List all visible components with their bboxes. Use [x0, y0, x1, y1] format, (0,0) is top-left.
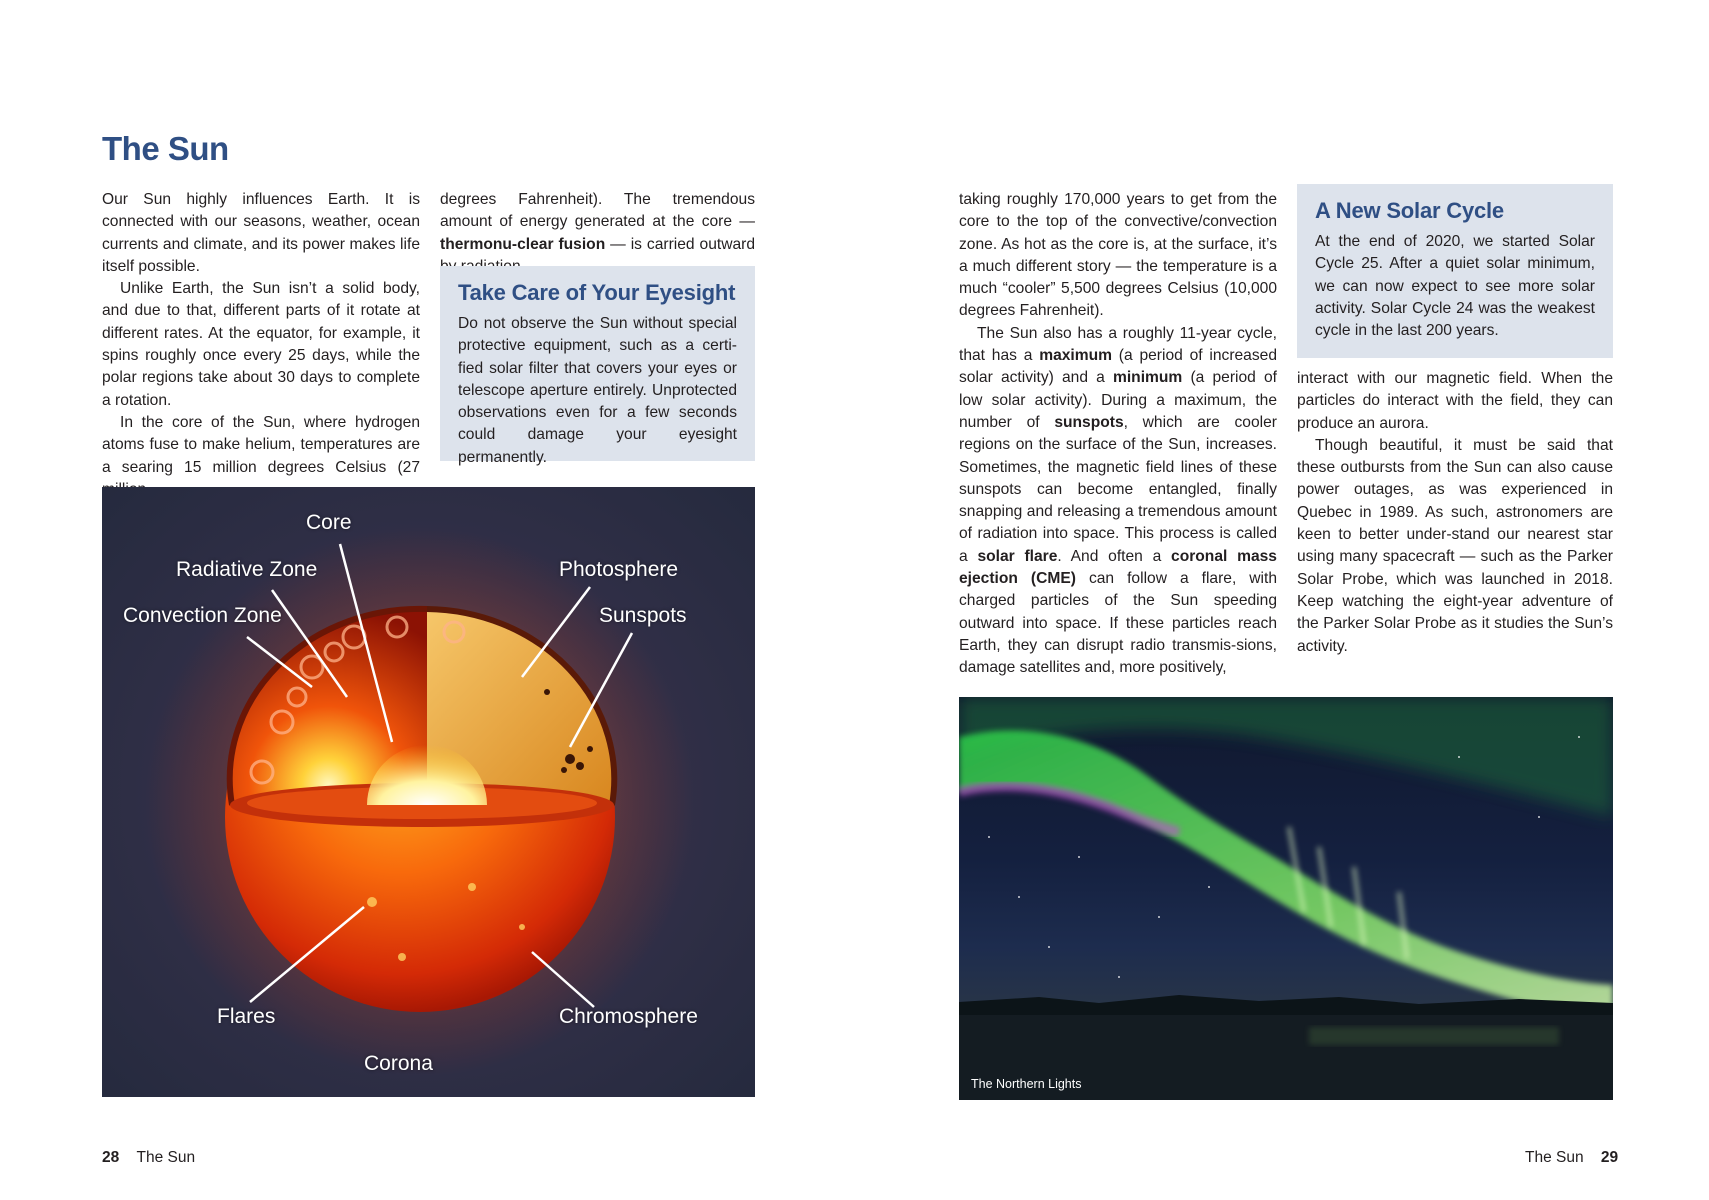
- label-chromosphere: Chromosphere: [559, 1005, 698, 1028]
- sidebar-title: Take Care of Your Eyesight: [458, 280, 736, 305]
- page-number: 28: [102, 1149, 120, 1166]
- right-column-2: [1297, 368, 1613, 658]
- bold-term: minimum: [1112, 369, 1183, 387]
- right-column-1: [959, 189, 1277, 680]
- text-run: The Sun also has a roughly 11-year cycle, that has a: [959, 324, 1277, 365]
- bold-term: thermonu-clear fusion: [440, 235, 606, 253]
- sidebar-body: Do not observe the Sun without special protective equipment, such as a certi-fied solar filter that covers your eyes or telescope aperture entirely. Unprotected observations even for a few seconds could damage your eyesight permanently.: [458, 315, 737, 466]
- left-column-1: [102, 189, 420, 501]
- text-run: , which are cooler regions on the surface of the Sun, increases. Sometimes, the magnetic field lines of these sunspots can become entangled, finally snapping and releasing a tremendous amount of radiation into space. This process is called a: [959, 413, 1277, 565]
- label-photosphere: Photosphere: [559, 558, 679, 581]
- sun-structure-diagram: [102, 487, 755, 1097]
- paragraph: Our Sun highly influences Earth. It is connected with our seasons, weather, ocean currents and climate, and its power makes life itself possible.: [102, 191, 420, 275]
- paragraph: [440, 189, 755, 278]
- eyesight-sidebar: [440, 266, 755, 466]
- text-run: can follow a flare, with charged particles of the Sun speeding outward into space. If these particles reach Earth, they can disrupt radio transmis-sions, damage satellites and, more positively,: [959, 570, 1278, 677]
- left-column-2: [440, 189, 755, 278]
- paragraph: interact with our magnetic field. When the particles do interact with the field, they can produce an aurora.: [1297, 370, 1613, 432]
- bold-term: sunspots: [1054, 413, 1124, 431]
- label-convection-zone: Convection Zone: [123, 604, 282, 627]
- bold-term: maximum: [1039, 347, 1113, 365]
- text-run: degrees Fahrenheit). The tremendous amount of energy generated at the core —: [440, 191, 755, 231]
- text-run: . And often a: [1057, 547, 1172, 565]
- footer-left: [102, 1149, 195, 1167]
- paragraph: Unlike Earth, the Sun isn’t a solid body, and due to that, different parts of it rotate at different rates. At the equator, for example, it spins roughly once every 25 days, while the polar regions take about 30 days to complete a rotation.: [102, 280, 420, 409]
- page-title: The Sun: [102, 130, 229, 167]
- label-corona: Corona: [364, 1052, 433, 1075]
- running-head: The Sun: [136, 1149, 196, 1166]
- paragraph: [959, 323, 1277, 680]
- northern-lights-photo: [959, 697, 1613, 1100]
- page-number: 29: [1600, 1149, 1619, 1166]
- aurora-image: [959, 697, 1613, 1100]
- paragraph: taking roughly 170,000 years to get from the core to the top of the convective/convection zone. As hot as the core is, at the surface, it’s a much different story — the temperature is a much “cooler” 5,500 degrees Celsius (10,000 degrees Fahrenheit).: [959, 191, 1277, 320]
- label-radiative-zone: Radiative Zone: [176, 558, 318, 581]
- sidebar-body: At the end of 2020, we started Solar Cycle 25. After a quiet solar minimum, we can now expect to see more solar activity. Solar Cycle 24 was the weakest cycle in the last 200 years.: [1315, 233, 1595, 340]
- paragraph: In the core of the Sun, where hydrogen atoms fuse to make helium, temperatures are a searing 15 million degrees Celsius (27: [102, 413, 420, 476]
- photo-caption: The Northern Lights: [971, 1077, 1082, 1091]
- bold-term: solar flare: [977, 547, 1058, 565]
- text-run: (a period of increased solar activity) and a: [959, 347, 1277, 387]
- solar-cycle-sidebar: [1297, 184, 1613, 358]
- sidebar-title: A New Solar Cycle: [1315, 198, 1504, 223]
- running-head: The Sun: [1525, 1149, 1584, 1166]
- label-flares: Flares: [217, 1005, 276, 1028]
- label-sunspots: Sunspots: [599, 604, 687, 627]
- label-core: Core: [306, 511, 352, 534]
- paragraph: Though beautiful, it must be said that these outbursts from the Sun can also cause power outages, as was experienced in Quebec in 1989. As such, astronomers are keen to better under-stand our nearest star using many spacecraft — such as the Parker Solar Probe, which was launched in 2018. Keep watching the eight-year adventure of the Parker Solar Probe as it studies the Sun’s activity.: [1297, 436, 1613, 655]
- footer-right: [1525, 1149, 1618, 1167]
- text-run: (a period of low solar activity). During a maximum, the number of: [959, 369, 1277, 431]
- bold-term: coronal mass ejection (CME): [959, 547, 1277, 588]
- text-run: — is carried outward: [610, 235, 755, 253]
